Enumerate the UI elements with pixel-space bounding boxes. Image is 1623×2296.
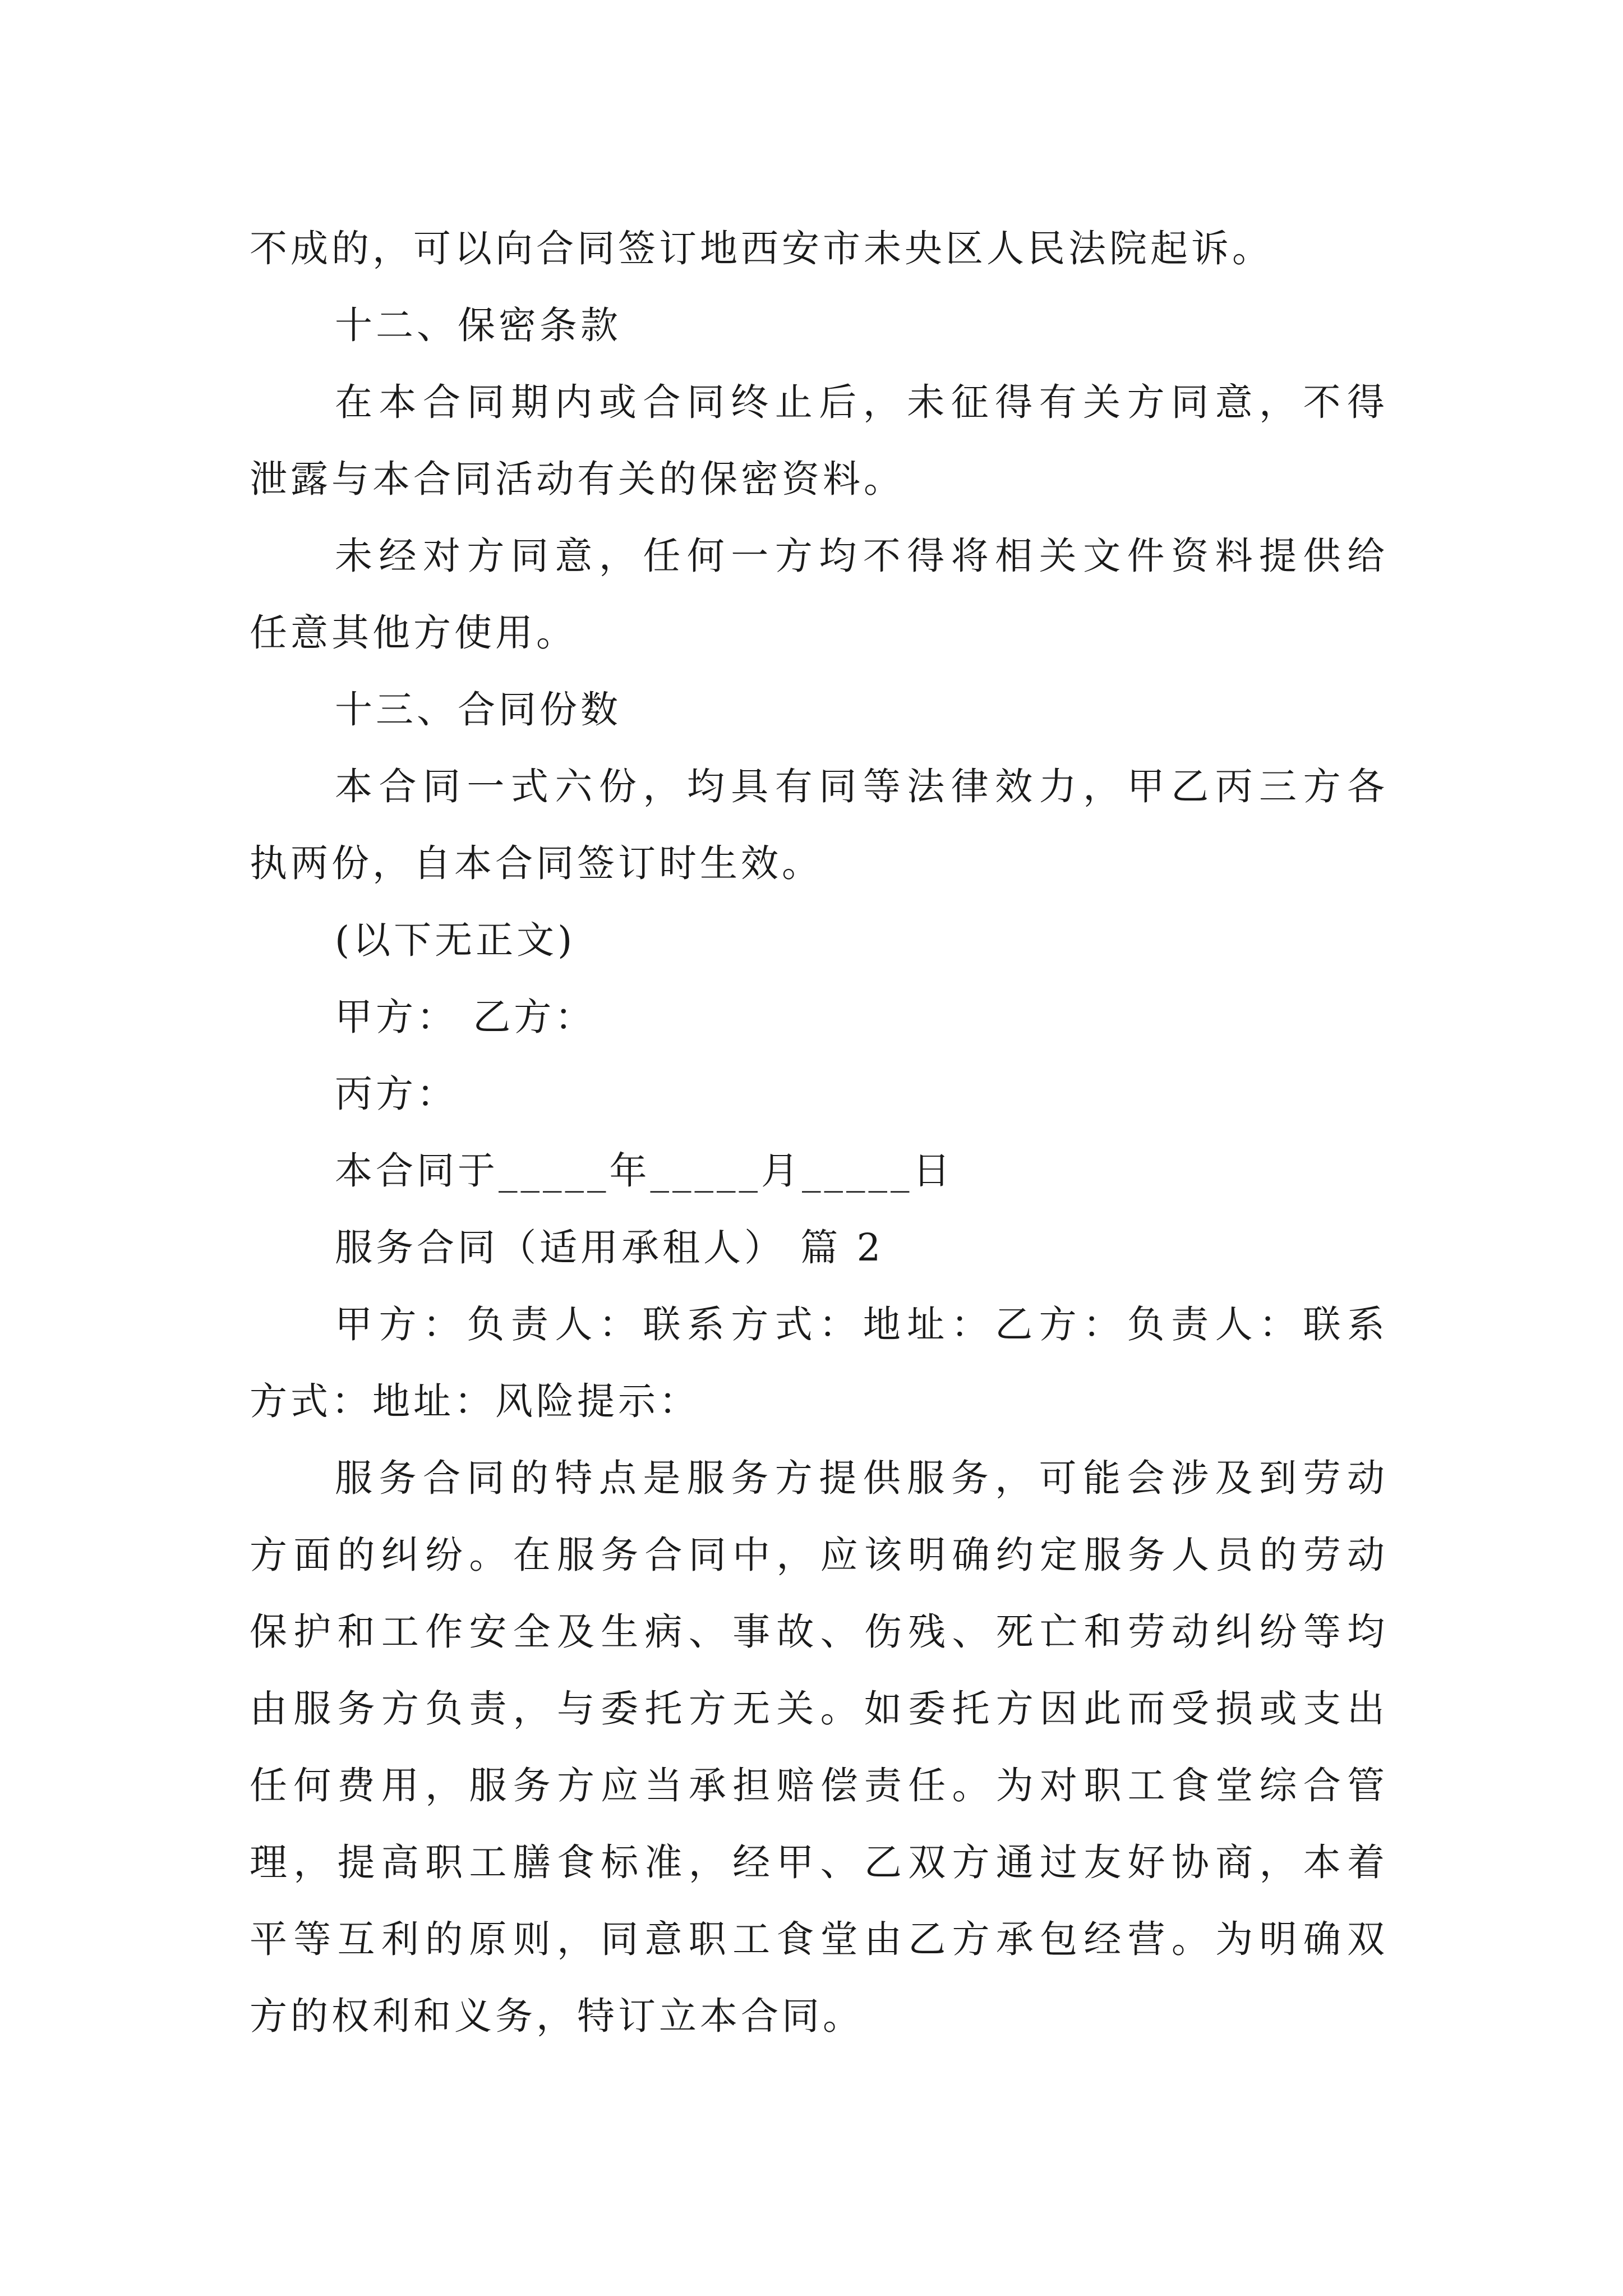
text-line: 由服务方负责，与委托方无关。如委托方因此而受损或支出 bbox=[250, 1687, 1388, 1731]
text-line: 方式：地址：风险提示： bbox=[250, 1379, 700, 1423]
section-heading-copies: 十三、合同份数 bbox=[335, 688, 621, 731]
party-a-b-signature-line: 甲方： 乙方： bbox=[335, 995, 596, 1039]
text-line: 方面的纠纷。在服务合同中，应该明确约定服务人员的劳动 bbox=[250, 1533, 1388, 1577]
text-line: 任意其他方使用。 bbox=[250, 611, 577, 655]
text-line: 不成的，可以向合同签订地西安市未央区人民法院起诉。 bbox=[250, 227, 1273, 270]
text-line: 在本合同期内或合同终止后，未征得有关方同意，不得 bbox=[335, 380, 1388, 424]
contract-title-part-2: 服务合同（适用承租人） 篇 2 bbox=[335, 1226, 884, 1269]
text-line: 理，提高职工膳食标准，经甲、乙双方通过友好协商，本着 bbox=[250, 1841, 1388, 1884]
text-line: 服务合同的特点是服务方提供服务，可能会涉及到劳动 bbox=[335, 1456, 1388, 1500]
party-c-signature-line: 丙方： bbox=[335, 1072, 458, 1116]
no-text-below-note: (以下无正文) bbox=[335, 918, 576, 962]
text-line: 方的权利和义务，特订立本合同。 bbox=[250, 1994, 864, 2038]
text-line: 泄露与本合同活动有关的保密资料。 bbox=[250, 457, 905, 501]
text-line: 保护和工作安全及生病、事故、伤残、死亡和劳动纠纷等均 bbox=[250, 1610, 1388, 1654]
document-body bbox=[250, 210, 1388, 2055]
text-line: 本合同一式六份，均具有同等法律效力，甲乙丙三方各 bbox=[335, 765, 1388, 808]
text-line: 执两份，自本合同签订时生效。 bbox=[250, 841, 823, 885]
contract-date-line: 本合同于_____年_____月_____日 bbox=[335, 1149, 954, 1193]
section-heading-confidentiality: 十二、保密条款 bbox=[335, 303, 621, 347]
text-line: 平等互利的原则，同意职工食堂由乙方承包经营。为明确双 bbox=[250, 1917, 1388, 1961]
text-line: 任何费用，服务方应当承担赔偿责任。为对职工食堂综合管 bbox=[250, 1764, 1388, 1807]
text-line: 未经对方同意，任何一方均不得将相关文件资料提供给 bbox=[335, 534, 1388, 578]
text-line: 甲方：负责人：联系方式：地址：乙方：负责人：联系 bbox=[335, 1303, 1388, 1346]
